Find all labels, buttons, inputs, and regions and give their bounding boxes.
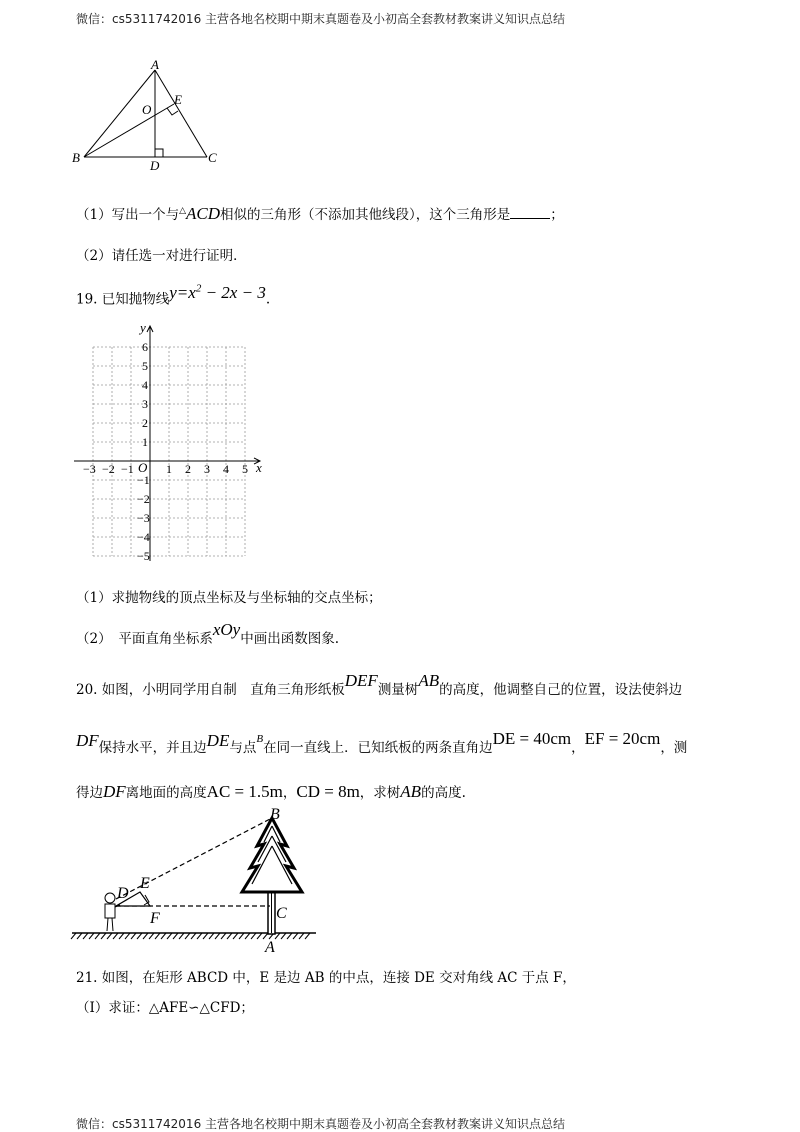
ground-hatch (95, 933, 100, 939)
q19-stem: 19. 已知抛物线$y=x^2 - 2x - 3$. (76, 282, 271, 308)
x-tick-label: 4 (223, 462, 229, 476)
ground-hatch (119, 933, 124, 939)
ground-hatch (125, 933, 130, 939)
fig20-label-b: B (270, 806, 280, 823)
page-header: 微信：cs5311742016 主营各地名校期中期末真题卷及小初高全套教材教案讲义知识点总结 (76, 12, 566, 26)
ground-hatch (179, 933, 184, 939)
x-tick-label: 1 (166, 462, 172, 476)
fig20-label-a: A (265, 939, 275, 956)
ground-hatch (155, 933, 160, 939)
q21-part1: （Ⅰ）求证：△AFE∽△CFD； (76, 1000, 254, 1016)
y-tick-label: −5 (137, 549, 150, 563)
ground-hatch (185, 933, 190, 939)
ground-hatch (143, 933, 148, 939)
ground-hatch (245, 933, 250, 939)
q18-part2: （2）请任选一对进行证明． (76, 248, 247, 264)
fig20-label-c: C (276, 905, 287, 922)
ground-hatch (89, 933, 94, 939)
fig20-label-f: F (150, 910, 160, 927)
q19-part1: （1）求抛物线的顶点坐标及与坐标轴的交点坐标； (76, 590, 382, 606)
answer-blank[interactable] (510, 206, 550, 219)
ground-hatch (293, 933, 298, 939)
side-ac (155, 70, 207, 157)
label-b: B (72, 150, 80, 165)
x-tick-label: −2 (102, 462, 115, 476)
ground-hatch (257, 933, 262, 939)
ground-hatch (107, 933, 112, 939)
y-axis-label: y (140, 320, 146, 335)
y-tick-label: 4 (142, 378, 148, 392)
tree-measurement-figure (70, 806, 330, 958)
y-tick-label: 3 (142, 397, 148, 411)
ground-hatch (137, 933, 142, 939)
ground-hatch (203, 933, 208, 939)
ground-hatch (305, 933, 310, 939)
ground-hatch (233, 933, 238, 939)
fig20-label-d: D (117, 885, 129, 902)
q20-line1: 20. 如图，小明同学用自制 直角三角形纸板DEF测量树AB的高度，他调整自己的位置，设法使斜边 (76, 671, 683, 698)
ground-hatch (149, 933, 154, 939)
y-tick-label: 5 (142, 359, 148, 373)
ground-hatch (167, 933, 172, 939)
ground-hatch (101, 933, 106, 939)
y-tick-label: −3 (137, 511, 150, 525)
ground-hatch (173, 933, 178, 939)
ground-hatch (131, 933, 136, 939)
ground-hatch (209, 933, 214, 939)
ground-hatch (227, 933, 232, 939)
origin-label: O (138, 460, 148, 475)
fig20-label-e: E (140, 875, 150, 892)
right-angle-e (167, 108, 178, 115)
x-tick-label: 3 (204, 462, 210, 476)
ground-hatch (83, 933, 88, 939)
label-c: C (208, 150, 217, 165)
y-tick-label: 6 (142, 340, 148, 354)
y-tick-label: −4 (137, 530, 150, 544)
q20-line2: DF保持水平，并且边DE与点$^B$在同一直线上．已知纸板的两条直角边DE = 40cm，EF = 20cm，测 (76, 729, 688, 756)
q21-stem: 21. 如图，在矩形 ABCD 中，E 是边 AB 的中点，连接 DE 交对角线 AC 于点 F， (76, 970, 576, 986)
q18-part1: （1）写出一个与△ACD相似的三角形（不添加其他线段），这个三角形是 ； (76, 204, 564, 223)
y-tick-label: 2 (142, 416, 148, 430)
ground-hatch (161, 933, 166, 939)
ground-hatch (299, 933, 304, 939)
x-tick-label: 5 (242, 462, 248, 476)
y-tick-label: −1 (137, 473, 150, 487)
label-o: O (142, 102, 152, 117)
ground-hatch (239, 933, 244, 939)
coordinate-grid (66, 318, 276, 580)
y-tick-label: −2 (137, 492, 150, 506)
ground-hatch (77, 933, 82, 939)
ground-hatch (215, 933, 220, 939)
ground-hatch (113, 933, 118, 939)
x-tick-label: −1 (121, 462, 134, 476)
right-angle-d (155, 149, 163, 157)
x-tick-label: −3 (83, 462, 96, 476)
label-a: A (151, 58, 159, 72)
ground-hatch (71, 933, 76, 939)
label-e: E (174, 92, 182, 107)
ground-hatch (287, 933, 292, 939)
y-tick-label: 1 (142, 435, 148, 449)
ground-hatch (191, 933, 196, 939)
label-d: D (150, 158, 160, 173)
ground-hatch (251, 933, 256, 939)
x-tick-label: 2 (185, 462, 191, 476)
x-axis-label: x (256, 460, 262, 475)
triangle-figure (66, 58, 226, 178)
q20-line3: 得边DF离地面的高度AC = 1.5m，CD = 8m，求树AB的高度. (76, 782, 466, 801)
page-footer: 微信：cs5311742016 主营各地名校期中期末真题卷及小初高全套教材教案讲义知识点总结 (76, 1117, 566, 1131)
q19-part2: （2） 平面直角坐标系xOy中画出函数图象. (76, 620, 340, 647)
ground-hatch (221, 933, 226, 939)
ground-hatch (281, 933, 286, 939)
ground-hatch (197, 933, 202, 939)
